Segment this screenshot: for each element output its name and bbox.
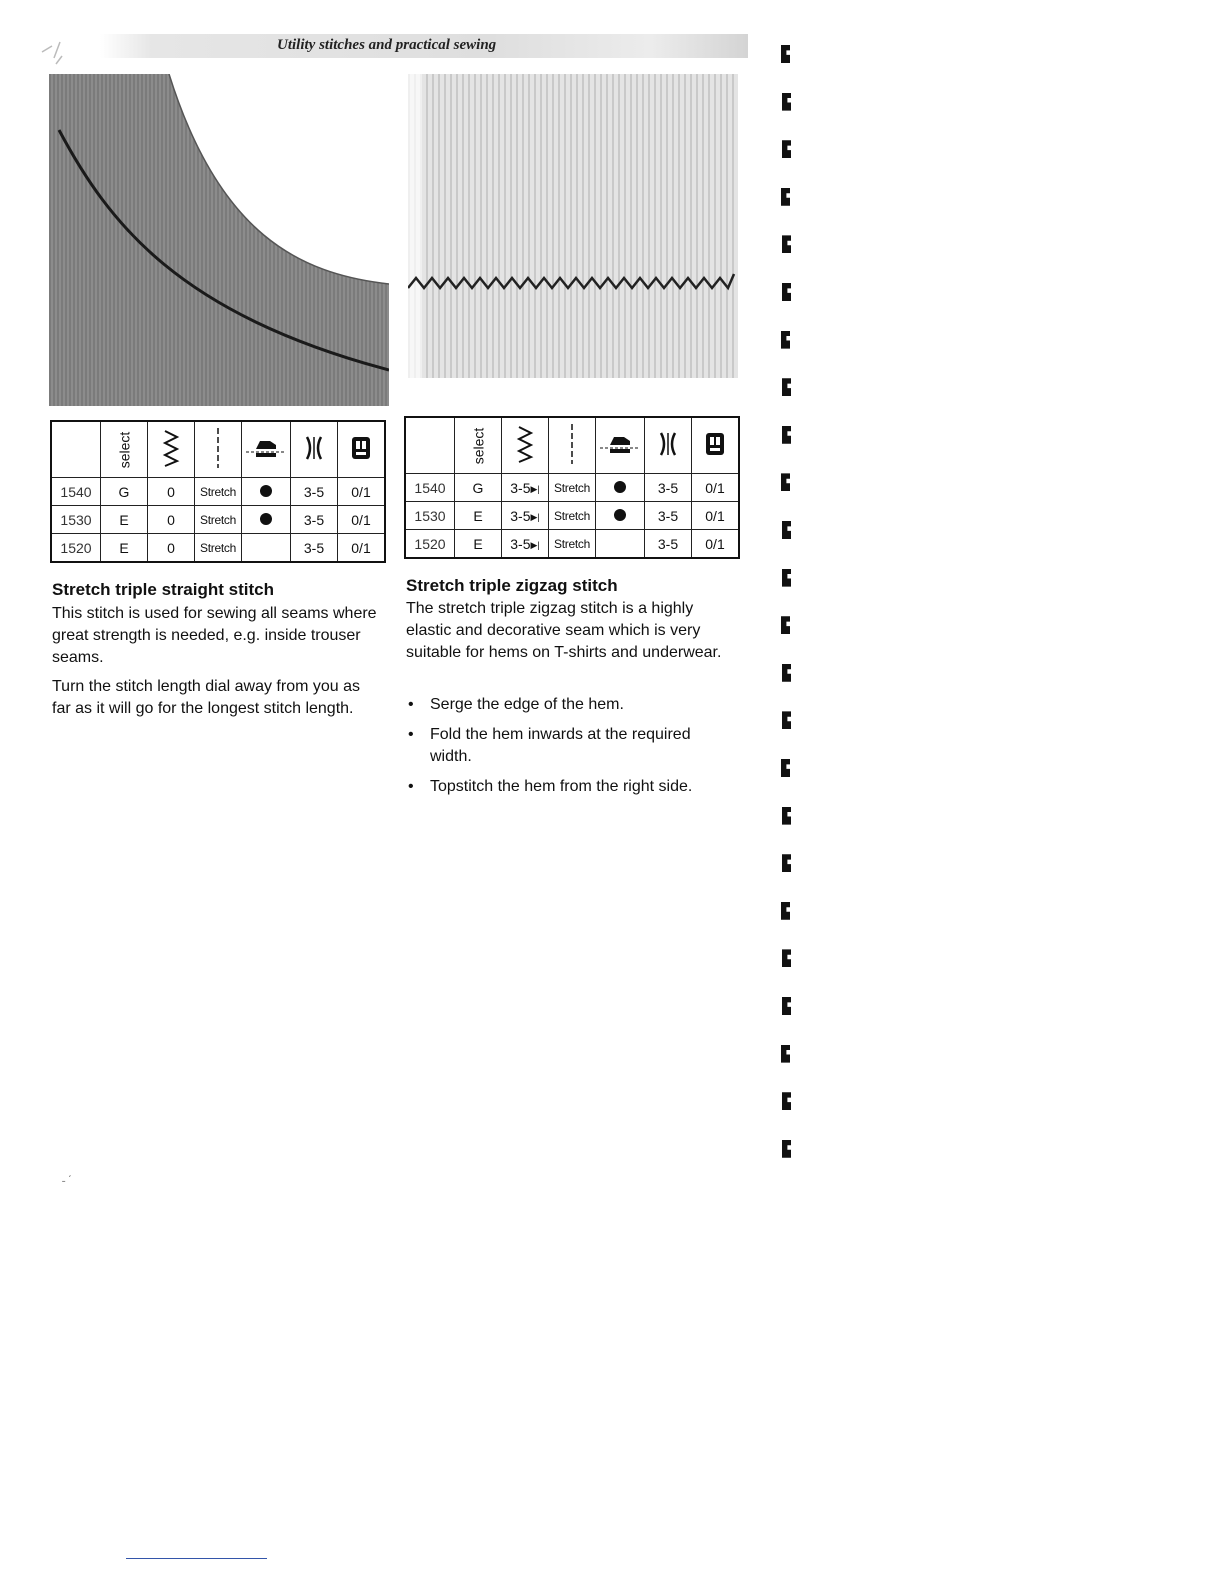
presser-foot-icon: [704, 431, 726, 457]
feed-dog-icon: [246, 437, 286, 459]
section-heading-zigzag: Stretch triple zigzag stitch: [406, 576, 618, 595]
instruction-list: [406, 694, 736, 806]
page-header-title: Utility stitches and practical sewing: [277, 37, 497, 53]
index-tab-marker: [781, 759, 790, 777]
model-header-cell: [51, 421, 101, 478]
table-row: 1530 E 3-5▶| Stretch 3-5 0/1: [405, 502, 739, 530]
stitch-settings-table-straight: [50, 420, 386, 563]
select-header: select: [115, 431, 132, 468]
feed-dot: [260, 485, 272, 497]
feed-dot: [614, 481, 626, 493]
index-tab-marker: [782, 140, 791, 158]
index-tab-marker: [782, 1140, 791, 1158]
index-tab-marker: [782, 949, 791, 967]
paragraph: Turn the stitch length dial away from you as far as it will go for the longest stitch length.: [52, 678, 360, 717]
feed-dot: [614, 509, 626, 521]
list-item: • Topstitch the hem from the right side.: [406, 776, 736, 798]
index-tab-marker: [782, 854, 791, 872]
scan-mark: ˗ ˊ: [62, 1175, 72, 1186]
feed-dot: [260, 513, 272, 525]
table-row: 1520 E 3-5▶| Stretch 3-5 0/1: [405, 530, 739, 559]
table-row: 1540 G 0 Stretch 3-5 0/1: [51, 478, 385, 506]
section-heading-straight: Stretch triple straight stitch: [52, 580, 274, 599]
tension-icon: [301, 435, 327, 461]
index-tab-marker: [782, 93, 791, 111]
presser-foot-icon: [350, 435, 372, 461]
index-tab-marker: [782, 807, 791, 825]
index-tab-marker: [781, 473, 790, 491]
paragraph: The stretch triple zigzag stitch is a highly elastic and decorative seam which is very suitable for hems on T-shirts and underwear.: [406, 600, 722, 661]
list-item: • Serge the edge of the hem.: [406, 694, 736, 716]
straight-stitch-icon: [213, 428, 223, 468]
zigzag-seam-photo: [408, 74, 738, 378]
index-tab-marker: [781, 616, 790, 634]
index-tab-marker: [782, 569, 791, 587]
width-arrow-icon: ▶|: [530, 511, 540, 522]
zigzag-icon: [161, 429, 181, 467]
index-tab-marker: [781, 188, 790, 206]
feed-dog-icon: [600, 433, 640, 455]
index-tab-marker: [782, 426, 791, 444]
index-tab-marker: [782, 664, 791, 682]
index-tab-marker: [782, 1092, 791, 1110]
footer-line: [126, 1558, 267, 1559]
zigzag-icon: [515, 425, 535, 463]
table-row: 1540 G 3-5▶| Stretch 3-5 0/1: [405, 474, 739, 502]
scan-mark: [38, 38, 98, 68]
index-tab-marker: [781, 331, 790, 349]
list-item: • Fold the hem inwards at the required width.: [406, 724, 736, 768]
index-tab-marker: [782, 283, 791, 301]
stitch-settings-table-zigzag: [404, 416, 740, 559]
index-tab-marker: [781, 45, 790, 63]
index-tab-marker: [782, 711, 791, 729]
index-tab-marker: [782, 378, 791, 396]
index-tab-marker: [781, 1045, 790, 1063]
index-tab-marker: [782, 521, 791, 539]
table-row: 1530 E 0 Stretch 3-5 0/1: [51, 506, 385, 534]
index-tab-marker: [782, 235, 791, 253]
table-row: 1520 E 0 Stretch 3-5 0/1: [51, 534, 385, 563]
tension-icon: [655, 431, 681, 457]
index-tab-marker: [782, 997, 791, 1015]
straight-stitch-icon: [567, 424, 577, 464]
width-arrow-icon: ▶|: [530, 483, 540, 494]
index-tab-marker: [781, 902, 790, 920]
paragraph: This stitch is used for sewing all seams where great strength is needed, e.g. inside trouser seams.: [52, 605, 377, 666]
width-arrow-icon: ▶|: [530, 539, 540, 550]
model-header-cell: [405, 417, 455, 474]
select-header: select: [469, 427, 486, 464]
curved-seam-photo: [49, 74, 389, 406]
